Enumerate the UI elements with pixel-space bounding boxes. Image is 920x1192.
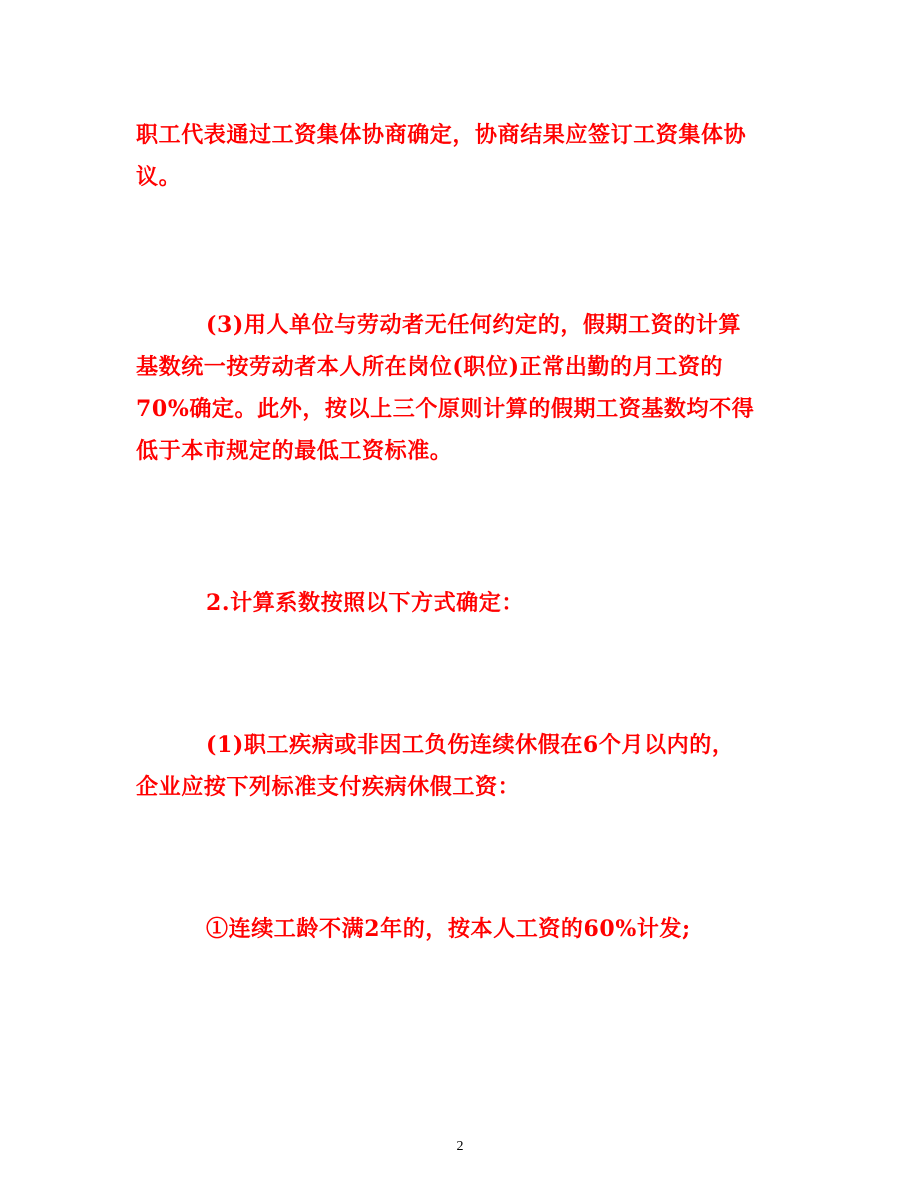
paragraph-sick-leave: [136, 724, 786, 808]
text-line: (3)用人单位与劳动者无任何约定的，假期工资的计算: [206, 312, 742, 338]
text-line: 70%确定。此外，按以上三个原则计算的假期工资基数均不得: [136, 396, 755, 422]
text-line: 低于本市规定的最低工资标准。: [136, 438, 453, 464]
text-line: 企业应按下列标准支付疾病休假工资：: [136, 774, 521, 800]
paragraph-service-under-two-years: [136, 908, 786, 950]
paragraph-coefficient-heading: [136, 582, 786, 624]
paragraph-wage-negotiation: [136, 114, 786, 198]
text-line: 2.计算系数按照以下方式确定：: [206, 590, 524, 616]
text-line: ①连续工龄不满2年的，按本人工资的60%计发;: [206, 916, 691, 942]
page-number: 2: [456, 1139, 464, 1154]
text-line: 议。: [136, 164, 182, 190]
text-line: 职工代表通过工资集体协商确定，协商结果应签订工资集体协: [136, 122, 747, 148]
text-line: 基数统一按劳动者本人所在岗位(职位)正常出勤的月工资的: [136, 354, 724, 380]
paragraph-no-agreement-base: [136, 304, 786, 472]
text-line: (1)职工疾病或非因工负伤连续休假在6个月以内的，: [206, 732, 735, 758]
